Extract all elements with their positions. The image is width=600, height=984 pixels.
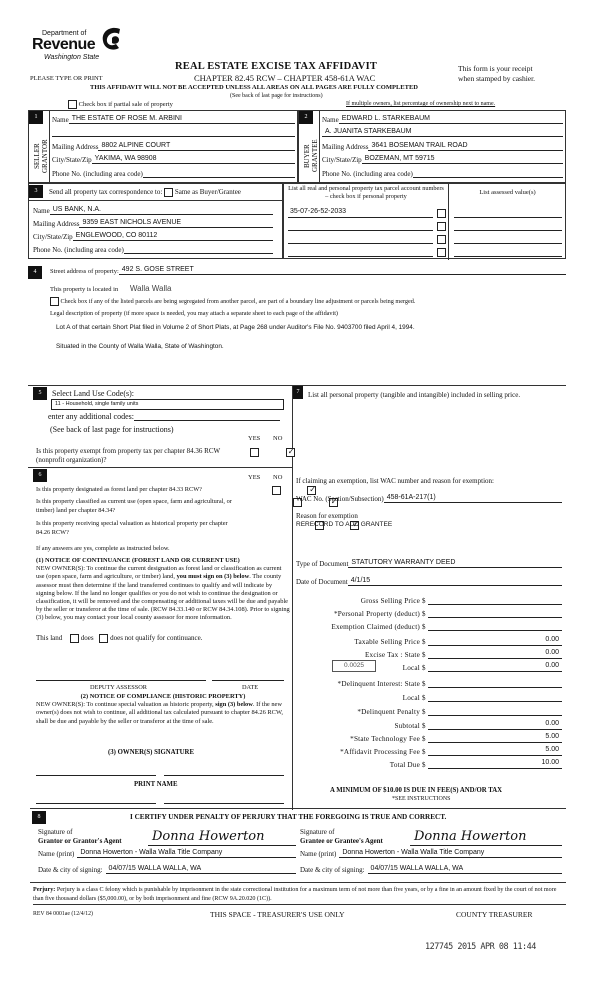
section-8-certification xyxy=(30,808,566,883)
section5-see-back: (See back of last page for instructions) xyxy=(50,425,174,434)
form-subtitle: CHAPTER 82.45 RCW – CHAPTER 458-61A WAC xyxy=(194,73,376,83)
exempt-no-checkbox[interactable] xyxy=(286,448,295,457)
seller-name2-row xyxy=(52,128,295,137)
fee-total-due: Total Due $ 10.00 xyxy=(300,758,562,769)
buyer-city-row: City/State/Zip BOZEMAN, MT 59715 xyxy=(322,155,563,164)
section-2-badge: 2 xyxy=(299,111,313,124)
seller-mailing-field[interactable]: 8802 ALPINE COURT xyxy=(98,142,295,151)
reason-field[interactable]: RERECORD TO ADD GRANTEE xyxy=(296,521,393,528)
buyer-mailing-field[interactable]: 3641 BOSEMAN TRAIL ROAD xyxy=(368,142,563,151)
forest-yes-checkbox[interactable] xyxy=(272,486,281,495)
same-as-buyer-checkbox[interactable] xyxy=(164,188,173,197)
additional-codes-field[interactable] xyxy=(134,412,280,421)
legal-description-label: Legal description of property (if more space is needed, you may attach a separate sheet to each page of the affidavit) xyxy=(50,310,338,317)
corr-city-field[interactable]: ENGLEWOOD, CO 80112 xyxy=(73,232,273,241)
fee-delinquent-penalty: *Delinquent Penalty $ xyxy=(300,705,562,716)
receipt-note-1: This form is your receipt xyxy=(458,64,533,73)
street-address-row: Street address of property: 492 S. GOSE STREET xyxy=(50,266,566,275)
logo-line3: Washington State xyxy=(44,54,100,61)
exempt-yes-checkbox[interactable] xyxy=(250,448,259,457)
grantee-signature-field[interactable]: Donna Howerton xyxy=(410,829,562,846)
fee-excise-local: Local $ 0.00 xyxy=(300,661,562,672)
forest-land-question: Is this property designated as forest land per chapter 84.33 RCW? xyxy=(36,486,202,493)
form-number: REV 84 0001ae (12/4/12) xyxy=(33,911,93,917)
parcel-number-field[interactable] xyxy=(288,247,433,257)
dor-logo xyxy=(30,26,125,66)
reason-label: Reason for exemption xyxy=(296,512,358,520)
buyer-name2-row xyxy=(322,128,563,137)
fee-subtotal: Subtotal $ 0.00 xyxy=(300,719,562,730)
grantor-signature-field[interactable]: Donna Howerton xyxy=(148,829,296,846)
buyer-city-field[interactable]: BOZEMAN, MT 59715 xyxy=(362,155,563,164)
grantor-name-row: Name (print) Donna Howerton - Walla Walla Title Company xyxy=(38,849,296,858)
section-4-badge: 4 xyxy=(28,266,42,279)
partial-sale-checkbox[interactable] xyxy=(68,100,77,109)
yes-header: YES xyxy=(248,474,261,481)
notice1-body: NEW OWNER(S): To continue the current designation as forest land or classification as current use (open space, farm and agriculture, or timber) land, you must sign on (3) below. The county assessor must then determine if the land transferred continues to qualify and will indicate by signing below. If the land no longer qualifies or you do not wish to continue the designation or classification, it will be removed and the compensating or additional taxes will be due and payable by the seller or transferor at the time of sale. (RCW 84.33.140 or RCW 84.34.108). Prior to signing (3) below, you may contact your local county assessor for more information. xyxy=(36,565,290,622)
section-8-badge: 8 xyxy=(32,811,46,824)
parcel-list xyxy=(283,183,566,259)
section-1-badge: 1 xyxy=(29,111,43,124)
parcel-row xyxy=(288,234,446,244)
fee-gross-selling-price: Gross Selling Price $ xyxy=(300,594,562,605)
legal-description-line1[interactable]: Lot A of that certain Short Plat filed in Volume 2 of Short Plats, at Page 268 under Auditor's File No. 9403700 filed April 4, 1994. xyxy=(56,324,415,331)
grantee-name-row: Name (print) Donna Howerton - Walla Walla Title Company xyxy=(300,849,562,858)
continuance-row: This land does does not qualify for continuance. xyxy=(36,634,203,643)
grantor-sig-label: Signature of Grantor or Grantor's Agent xyxy=(38,828,122,845)
legal-description-line2[interactable]: Situated in the County of Walla Walla, State of Washington. xyxy=(56,343,224,350)
minimum-note: A MINIMUM OF $10.00 IS DUE IN FEE(S) AND/OR TAX xyxy=(330,787,503,794)
owner-signature-line-1[interactable] xyxy=(36,775,156,776)
doc-type-field[interactable]: STATUTORY WARRANTY DEED xyxy=(348,559,562,568)
land-use-select[interactable]: 11 - Household, single family units xyxy=(51,399,284,410)
no-header: NO xyxy=(273,474,283,481)
segregated-row: Check box if any of the listed parcels are being segregated from another parcel, are part of a boundary line adjustment or parcels being merged. xyxy=(50,297,415,306)
corr-name-field[interactable]: US BANK, N.A. xyxy=(50,206,273,215)
logo-line1: Department of xyxy=(42,30,87,37)
land-use-label: Select Land Use Code(s): xyxy=(52,389,134,398)
notice1-title: (1) NOTICE OF CONTINUANCE (FOREST LAND OR CURRENT USE) xyxy=(36,557,240,564)
wac-field[interactable]: 458-61A-217(1) xyxy=(384,494,562,503)
section-6-badge: 6 xyxy=(33,469,47,482)
grantor-date-field[interactable]: 04/07/15 WALLA WALLA, WA xyxy=(106,865,296,874)
treasurer-space-label: THIS SPACE - TREASURER'S USE ONLY xyxy=(210,910,345,919)
buyer-name-field[interactable]: EDWARD L. STARKEBAUM xyxy=(339,115,563,124)
seller-city-row: City/State/Zip YAKIMA, WA 98908 xyxy=(52,155,295,164)
yes-header: YES xyxy=(248,435,261,442)
if-yes-note: If any answers are yes, complete as instructed below. xyxy=(36,545,170,552)
notice2-title: (2) NOTICE OF COMPLIANCE (HISTORIC PROPERTY) xyxy=(80,693,246,700)
located-field[interactable]: Walla Walla xyxy=(129,284,172,293)
section-7-badge: 7 xyxy=(293,386,303,399)
doc-date-row: Date of Document 4/1/15 xyxy=(296,577,562,586)
buyer-phone-field[interactable] xyxy=(413,169,563,178)
certify-statement: I CERTIFY UNDER PENALTY OF PERJURY THAT THE FOREGOING IS TRUE AND CORRECT. xyxy=(130,813,447,821)
see-instructions: *SEE INSTRUCTIONS xyxy=(392,796,451,802)
seller-phone-row: Phone No. (including area code) xyxy=(52,169,295,178)
dor-swirl-icon xyxy=(100,26,124,52)
grantee-sig-label: Signature of Grantee or Grantee's Agent xyxy=(300,828,383,845)
print-name-line-1[interactable] xyxy=(36,803,156,804)
form-title: REAL ESTATE EXCISE TAX AFFIDAVIT xyxy=(175,61,378,72)
assessed-value-field[interactable] xyxy=(454,221,562,231)
buyer-grantee-label: BUYER GRANTEE xyxy=(303,139,319,173)
notice2-body: NEW OWNER(S): To continue special valuation as historic property, sign (3) below. If the new owner(s) does not wish to continue, all additional tax calculated pursuant to chapter 84.26 RCW, shall be due and payable by the seller or transferor at the time of sale. xyxy=(36,701,283,725)
personal-property-checkbox[interactable] xyxy=(437,209,446,218)
partial-sale-label: Check box if partial sale of property xyxy=(78,100,173,108)
wac-row: WAC No. (Section/Subsection) 458-61A-217(1) xyxy=(296,494,562,503)
does-not-qualify-checkbox[interactable] xyxy=(99,634,108,643)
section-3-badge: 3 xyxy=(29,185,43,198)
perjury-notice: Perjury: Perjury is a class C felony which is punishable by imprisonment in the state correctional institution for a maximum term of not more than five years, or by a fine in an amount fixed by the court of not more than five thousand dollars ($5,000.00), or by both imprisonment and fine (RCW 9A.20.020 (1C)). xyxy=(33,886,566,905)
current-use-question: Is this property classified as current use (open space, farm and agricultural, or timber) land per chapter 84.34? xyxy=(36,498,232,514)
multiple-owners-note: If multiple owners, list percentage of ownership next to name. xyxy=(346,101,496,107)
section-2-buyer xyxy=(298,110,566,183)
seller-name-row: Name THE ESTATE OF ROSE M. ARBINI xyxy=(52,115,295,124)
section-3-correspondence xyxy=(28,183,283,259)
fee-excise-state: Excise Tax : State $ 0.00 xyxy=(300,648,562,659)
personal-property-checkbox[interactable] xyxy=(437,248,446,257)
buyer-name-row: Name EDWARD L. STARKEBAUM xyxy=(322,115,563,124)
seller-city-field[interactable]: YAKIMA, WA 98908 xyxy=(92,155,295,164)
buyer-phone-row: Phone No. (including area code) xyxy=(322,169,563,178)
seller-name2-field[interactable] xyxy=(52,128,295,137)
buyer-name2-field[interactable]: A. JUANITA STARKEBAUM xyxy=(322,128,563,137)
parcel-number-field[interactable] xyxy=(288,221,433,231)
assessed-value-field[interactable] xyxy=(454,208,562,218)
buyer-mailing-row: Mailing Address 3641 BOSEMAN TRAIL ROAD xyxy=(322,142,563,151)
please-type: PLEASE TYPE OR PRINT xyxy=(30,75,103,82)
fee-exemption-claimed: Exemption Claimed (deduct) $ xyxy=(300,620,562,631)
parcel-header: List all real and personal property tax parcel account numbers – check box if personal property xyxy=(288,185,444,200)
personal-property-checkbox[interactable] xyxy=(437,222,446,231)
seller-name-field[interactable]: THE ESTATE OF ROSE M. ARBINI xyxy=(69,115,295,124)
see-back-note: (See back of last page for instructions) xyxy=(230,93,323,99)
fee-state-technology: *State Technology Fee $ 5.00 xyxy=(300,732,562,743)
parcel-row xyxy=(288,208,446,218)
parcel-number-field[interactable] xyxy=(288,234,433,244)
doc-date-field[interactable]: 4/1/15 xyxy=(348,577,562,586)
date-line[interactable] xyxy=(212,680,284,681)
partial-sale-row xyxy=(68,100,173,109)
doc-type-row: Type of Document STATUTORY WARRANTY DEED xyxy=(296,559,562,568)
receipt-note-2: when stamped by cashier. xyxy=(458,74,536,83)
assessed-value-field[interactable] xyxy=(454,234,562,244)
date-label: DATE xyxy=(242,684,259,691)
personal-property-checkbox[interactable] xyxy=(437,235,446,244)
grantee-name-field[interactable]: Donna Howerton - Walla Walla Title Company xyxy=(339,849,562,858)
deputy-assessor-label: DEPUTY ASSESSOR xyxy=(90,684,147,691)
assessed-value-field[interactable] xyxy=(454,247,562,257)
corr-city-row: City/State/Zip ENGLEWOOD, CO 80112 xyxy=(33,232,273,241)
print-name-label: PRINT NAME xyxy=(134,781,178,788)
cashier-stamp: 127745 2015 APR 08 11:44 xyxy=(425,942,536,952)
notice-continuance xyxy=(36,557,290,623)
parcel-row xyxy=(288,247,446,257)
corr-phone-field[interactable] xyxy=(124,245,273,254)
exempt-question: Is this property exempt from property tax per chapter 84.36 RCW (nonprofit organization)? xyxy=(36,447,220,464)
grantee-date-field[interactable]: 04/07/15 WALLA WALLA, WA xyxy=(368,865,562,874)
no-header: NO xyxy=(273,435,283,442)
historical-question: Is this property receiving special valuation as historical property per chapter 84.26 RCW? xyxy=(36,520,228,536)
fee-personal-property: *Personal Property (deduct) $ xyxy=(300,607,562,618)
section-5-badge: 5 xyxy=(33,387,47,400)
corr-mailing-field[interactable]: 9359 EAST NICHOLS AVENUE xyxy=(79,219,273,228)
seller-phone-field[interactable] xyxy=(143,169,295,178)
logo-line2: Revenue xyxy=(32,36,96,53)
send-correspondence-row: Send all property tax correspondence to: Same as Buyer/Grantee xyxy=(49,188,241,197)
segregated-checkbox[interactable] xyxy=(50,297,59,306)
seller-grantor-label: SELLER GRANTOR xyxy=(33,139,49,173)
grantee-date-row: Date & city of signing: 04/07/15 WALLA WALLA, WA xyxy=(300,865,562,874)
corr-phone-row: Phone No. (including area code) xyxy=(33,245,273,254)
parcel-number-field[interactable]: 35-07-26-52-2033 xyxy=(288,208,433,218)
located-row: This property is located in Walla Walla xyxy=(50,284,172,293)
acceptance-warning: THIS AFFIDAVIT WILL NOT BE ACCEPTED UNLESS ALL AREAS ON ALL PAGES ARE FULLY COMPLETED xyxy=(90,84,418,91)
parcel-row xyxy=(288,221,446,231)
owner-signature-line-2[interactable] xyxy=(164,775,284,776)
corr-name-row: Name US BANK, N.A. xyxy=(33,206,273,215)
seller-mailing-row: Mailing Address 8802 ALPINE COURT xyxy=(52,142,295,151)
grantor-name-field[interactable]: Donna Howerton - Walla Walla Title Company xyxy=(77,849,296,858)
fee-delinquent-interest-state: *Delinquent Interest: State $ xyxy=(300,677,562,688)
fee-taxable-selling-price: Taxable Selling Price $ 0.00 xyxy=(300,635,562,646)
print-name-line-2[interactable] xyxy=(164,803,284,804)
assessed-header: List assessed value(s) xyxy=(479,189,536,196)
grantor-date-row: Date & city of signing: 04/07/15 WALLA WALLA, WA xyxy=(38,865,296,874)
owner-signature-label: (3) OWNER(S) SIGNATURE xyxy=(108,749,194,756)
fee-affidavit-processing: *Affidavit Processing Fee $ 5.00 xyxy=(300,745,562,756)
does-qualify-checkbox[interactable] xyxy=(70,634,79,643)
notice-compliance xyxy=(36,693,290,726)
county-treasurer-label: COUNTY TREASURER xyxy=(456,910,533,919)
street-address-field[interactable]: 492 S. GOSE STREET xyxy=(119,266,566,275)
fee-delinquent-interest-local: Local $ xyxy=(300,691,562,702)
additional-codes-row: enter any additional codes: xyxy=(48,412,280,421)
exemption-label: If claiming an exemption, list WAC number and reason for exemption: xyxy=(296,477,494,485)
section-1-seller xyxy=(28,110,298,183)
local-rate-box[interactable]: 0.0025 xyxy=(332,660,376,672)
corr-mailing-row: Mailing Address 9359 EAST NICHOLS AVENUE xyxy=(33,219,273,228)
deputy-assessor-line[interactable] xyxy=(36,680,206,681)
personal-property-label: List all personal property (tangible and intangible) included in selling price. xyxy=(308,391,521,399)
